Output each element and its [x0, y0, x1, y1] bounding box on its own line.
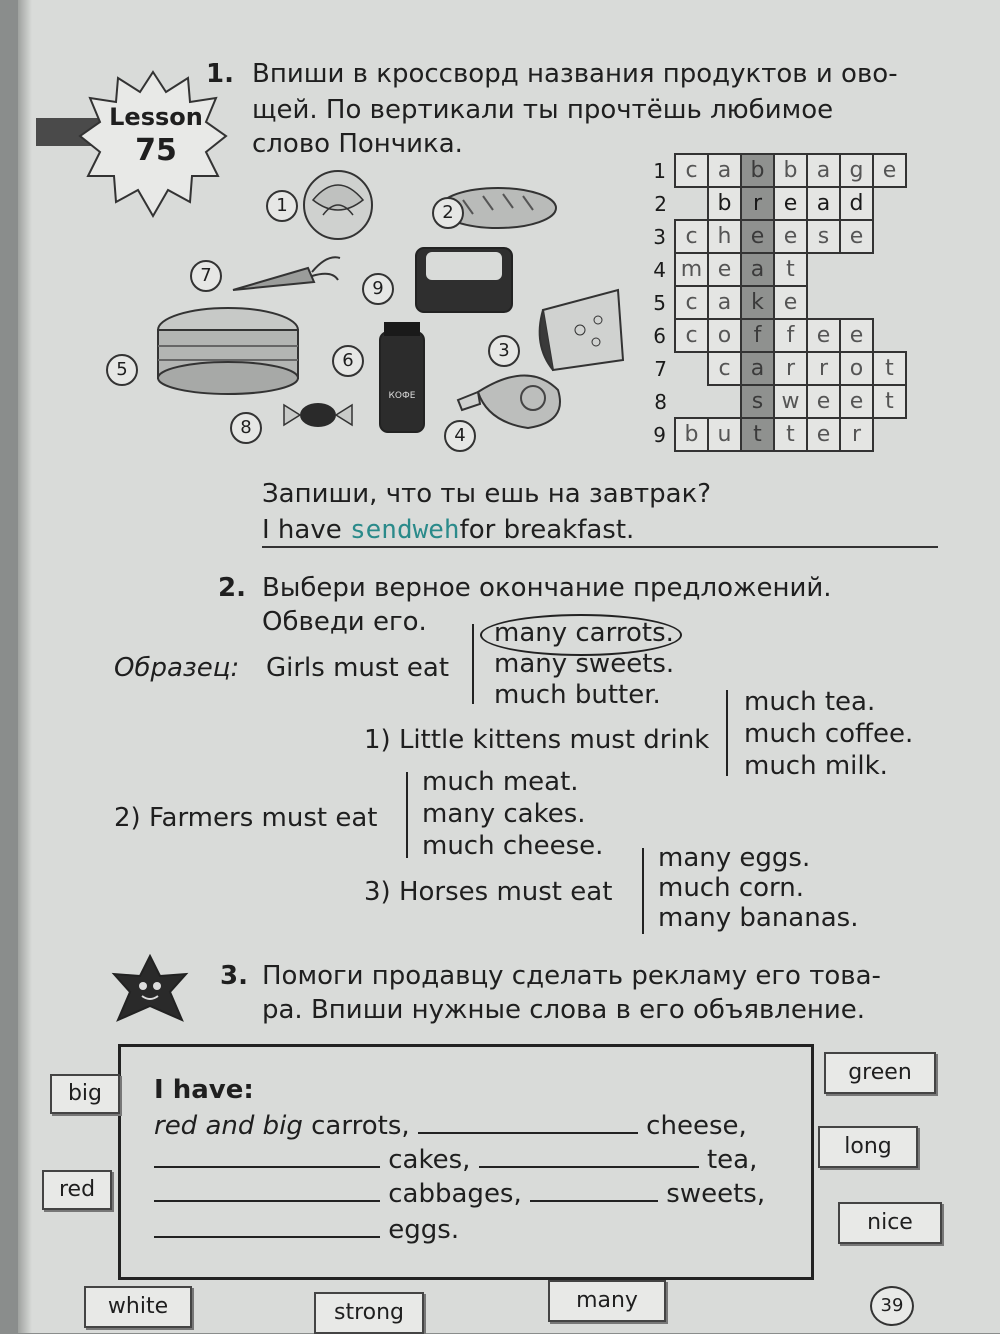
crossword-row-number: 9	[653, 422, 666, 447]
crossword-row-number: 2	[654, 191, 667, 216]
butter-box-picture	[416, 248, 512, 312]
coffee-label: КОФЕ	[388, 391, 416, 401]
item1-option-1: much tea.	[744, 687, 876, 717]
crossword-row-number: 4	[653, 257, 666, 282]
item3-option-2: much corn.	[658, 873, 805, 903]
crossword-empty	[873, 220, 906, 253]
crossword-row	[636, 154, 906, 187]
crossword-empty	[840, 286, 873, 319]
crossword-cell[interactable]: r	[840, 418, 873, 451]
ad-word-cakes: cakes,	[388, 1145, 471, 1175]
pic-number-5: 5	[106, 354, 138, 386]
crossword-cell[interactable]: a	[741, 352, 774, 385]
crossword-cell[interactable]: o	[840, 352, 873, 385]
crossword-empty	[807, 253, 840, 286]
crossword-empty	[675, 385, 708, 418]
crossword-cell[interactable]: t	[873, 385, 906, 418]
crossword-cell[interactable]: e	[807, 385, 840, 418]
ad-line-4	[154, 1214, 459, 1246]
ad-prefix: red and big	[154, 1111, 303, 1141]
sample-option-2: many sweets.	[494, 649, 675, 679]
crossword-row-number: 3	[653, 224, 666, 249]
crossword-cell[interactable]: b	[741, 154, 774, 187]
task2-line1: Выбери верное окончание предложений.	[262, 573, 832, 603]
crossword-cell[interactable]: o	[708, 319, 741, 352]
item3-divider	[642, 848, 644, 934]
crossword-cell[interactable]: e	[774, 220, 807, 253]
crossword-row	[636, 385, 906, 418]
crossword-row-number: 7	[654, 356, 667, 381]
crossword-empty	[708, 385, 741, 418]
crossword-row	[636, 418, 906, 451]
crossword-cell[interactable]: a	[807, 154, 840, 187]
crossword-cell[interactable]: r	[741, 187, 774, 220]
task1-number: 1.	[206, 59, 234, 89]
crossword-cell[interactable]: c	[708, 352, 741, 385]
crossword-cell[interactable]: e	[840, 220, 873, 253]
crossword-cell[interactable]: r	[774, 352, 807, 385]
task3-line1: Помоги продавцу сделать рекламу его това-	[262, 961, 881, 991]
crossword-row	[636, 352, 906, 385]
ad-line-1	[154, 1110, 747, 1142]
crossword-cell[interactable]: t	[774, 418, 807, 451]
sample-option-3: much butter.	[494, 680, 661, 710]
task3-number: 3.	[220, 961, 248, 991]
pic-number-7: 7	[190, 260, 222, 292]
food-illustrations	[128, 160, 628, 450]
crossword-cell[interactable]: a	[708, 154, 741, 187]
sample-divider	[472, 624, 474, 704]
item2-option-1: much meat.	[422, 767, 579, 797]
crossword-empty	[840, 253, 873, 286]
item3-stem: 3) Horses must eat	[364, 877, 613, 907]
crossword-row	[636, 187, 906, 220]
crossword-cell[interactable]: e	[840, 319, 873, 352]
crossword-empty	[873, 187, 906, 220]
ad-line-3	[154, 1178, 765, 1210]
crossword-row	[636, 220, 906, 253]
ad-word-cabbages: cabbages,	[388, 1179, 522, 1209]
crossword-cell[interactable]: a	[708, 286, 741, 319]
breakfast-question: Запиши, что ты ешь на завтрак?	[262, 479, 712, 509]
crossword-cell[interactable]: e	[741, 220, 774, 253]
item2-option-3: much cheese.	[422, 831, 604, 861]
word-card-long[interactable]: long	[818, 1126, 918, 1168]
item2-divider	[406, 772, 408, 858]
sample-option-1: many carrots.	[494, 618, 674, 648]
blank-4[interactable]	[154, 1200, 380, 1202]
cake-picture	[158, 308, 298, 394]
crossword-empty	[675, 187, 708, 220]
task1-line2: щей. По вертикали ты прочтёшь любимое	[252, 95, 834, 125]
pic-number-6: 6	[332, 345, 364, 377]
pic-number-2: 2	[432, 197, 464, 229]
meat-picture	[458, 375, 560, 428]
crossword-cell[interactable]: f	[741, 319, 774, 352]
ad-word-tea: tea,	[706, 1145, 758, 1175]
crossword-cell[interactable]: e	[873, 154, 906, 187]
crossword-row-number: 1	[653, 158, 666, 183]
crossword-cell[interactable]: e	[840, 385, 873, 418]
item1-option-2: much coffee.	[744, 719, 914, 749]
task1-line3: слово Пончика.	[252, 129, 463, 159]
lesson-number: 75	[135, 133, 177, 168]
item1-option-3: much milk.	[744, 751, 888, 781]
ad-word-eggs: eggs.	[388, 1215, 460, 1245]
crossword-cell[interactable]: t	[774, 253, 807, 286]
ad-word-cheese: cheese,	[646, 1111, 747, 1141]
ad-word-carrots: carrots,	[311, 1111, 410, 1141]
crossword-cell[interactable]: c	[675, 286, 708, 319]
lesson-label	[106, 100, 206, 168]
crossword-row	[636, 253, 906, 286]
sample-label: Образец:	[114, 653, 240, 683]
crossword-cell[interactable]: c	[675, 154, 708, 187]
word-card-many[interactable]: many	[548, 1280, 666, 1322]
answer-handwriting: sendweh	[350, 515, 460, 545]
pic-number-1: 1	[266, 190, 298, 222]
blank-1[interactable]	[418, 1132, 638, 1134]
crossword-row	[636, 286, 906, 319]
item1-stem: 1) Little kittens must drink	[364, 725, 710, 755]
crossword-row-number: 6	[653, 323, 666, 348]
sample-stem: Girls must eat	[266, 653, 450, 683]
pic-number-4: 4	[444, 420, 476, 452]
crossword-empty	[873, 253, 906, 286]
crossword-cell[interactable]: b	[774, 154, 807, 187]
crossword-empty	[807, 286, 840, 319]
crossword-cell[interactable]: c	[675, 220, 708, 253]
crossword-row	[636, 319, 906, 352]
item2-option-2: many cakes.	[422, 799, 586, 829]
word-card-white[interactable]: white	[84, 1286, 192, 1328]
breakfast-answer-line	[262, 514, 634, 546]
cheese-picture	[540, 290, 623, 370]
crossword-empty	[675, 352, 708, 385]
crossword-cell[interactable]: u	[708, 418, 741, 451]
task1-line1: Впиши в кроссворд названия продуктов и ово-	[252, 59, 898, 89]
task2-line2: Обведи его.	[262, 607, 427, 637]
star-character-icon	[110, 954, 190, 1024]
crossword-cell[interactable]: m	[675, 253, 708, 286]
lesson-word: Lesson	[109, 103, 203, 131]
word-card-red[interactable]: red	[42, 1170, 112, 1210]
workbook-page	[18, 0, 1000, 1333]
crossword-row-number: 8	[654, 389, 667, 414]
crossword-cell[interactable]: a	[807, 187, 840, 220]
pic-number-8: 8	[230, 412, 262, 444]
task3-line2: ра. Впиши нужные слова в его объявление.	[262, 995, 866, 1025]
blank-3[interactable]	[479, 1166, 699, 1168]
word-card-strong[interactable]: strong	[314, 1292, 424, 1334]
crossword-cell[interactable]: t	[873, 352, 906, 385]
crossword-cell[interactable]: g	[840, 154, 873, 187]
item2-stem: 2) Farmers must eat	[114, 803, 378, 833]
crossword-empty	[873, 286, 906, 319]
item3-option-1: many eggs.	[658, 843, 811, 873]
crossword-cell[interactable]: s	[741, 385, 774, 418]
answer-prefix: I have	[262, 515, 342, 545]
page-number: 39	[870, 1286, 914, 1326]
crossword-empty	[873, 319, 906, 352]
carrot-picture	[233, 257, 340, 290]
crossword-cell[interactable]: c	[675, 319, 708, 352]
coffee-jar-picture	[380, 322, 424, 432]
crossword-cell[interactable]: f	[774, 319, 807, 352]
word-card-big[interactable]: big	[50, 1074, 120, 1114]
crossword-cell[interactable]: s	[807, 220, 840, 253]
crossword-cell[interactable]: e	[774, 187, 807, 220]
crossword-cell[interactable]: w	[774, 385, 807, 418]
crossword-cell[interactable]: e	[774, 286, 807, 319]
answer-underline	[262, 546, 938, 548]
crossword-cell[interactable]: r	[807, 352, 840, 385]
blank-2[interactable]	[154, 1166, 380, 1168]
item1-divider	[726, 690, 728, 776]
blank-5[interactable]	[530, 1200, 658, 1202]
crossword-grid	[636, 153, 907, 452]
word-card-green[interactable]: green	[824, 1052, 936, 1094]
crossword-cell[interactable]: d	[840, 187, 873, 220]
task2-number: 2.	[218, 573, 246, 603]
crossword-cell[interactable]: a	[741, 253, 774, 286]
pic-number-9: 9	[362, 273, 394, 305]
word-card-nice[interactable]: nice	[838, 1202, 942, 1244]
ad-title: I have:	[154, 1075, 254, 1105]
crossword-cell[interactable]: k	[741, 286, 774, 319]
blank-6[interactable]	[154, 1236, 380, 1238]
answer-suffix: for breakfast.	[459, 515, 635, 545]
ad-line-2	[154, 1144, 757, 1176]
crossword-cell[interactable]: e	[708, 253, 741, 286]
crossword-cell[interactable]: h	[708, 220, 741, 253]
candy-picture	[284, 403, 352, 427]
crossword-row-number: 5	[653, 290, 666, 315]
crossword-empty	[873, 418, 906, 451]
cabbage-picture	[304, 171, 372, 239]
item3-option-3: many bananas.	[658, 903, 859, 933]
crossword-cell[interactable]: b	[675, 418, 708, 451]
pic-number-3: 3	[488, 335, 520, 367]
ad-word-sweets: sweets,	[666, 1179, 766, 1209]
crossword-cell[interactable]: e	[807, 418, 840, 451]
crossword-cell[interactable]: t	[741, 418, 774, 451]
crossword-cell[interactable]: e	[807, 319, 840, 352]
crossword-cell[interactable]: b	[708, 187, 741, 220]
